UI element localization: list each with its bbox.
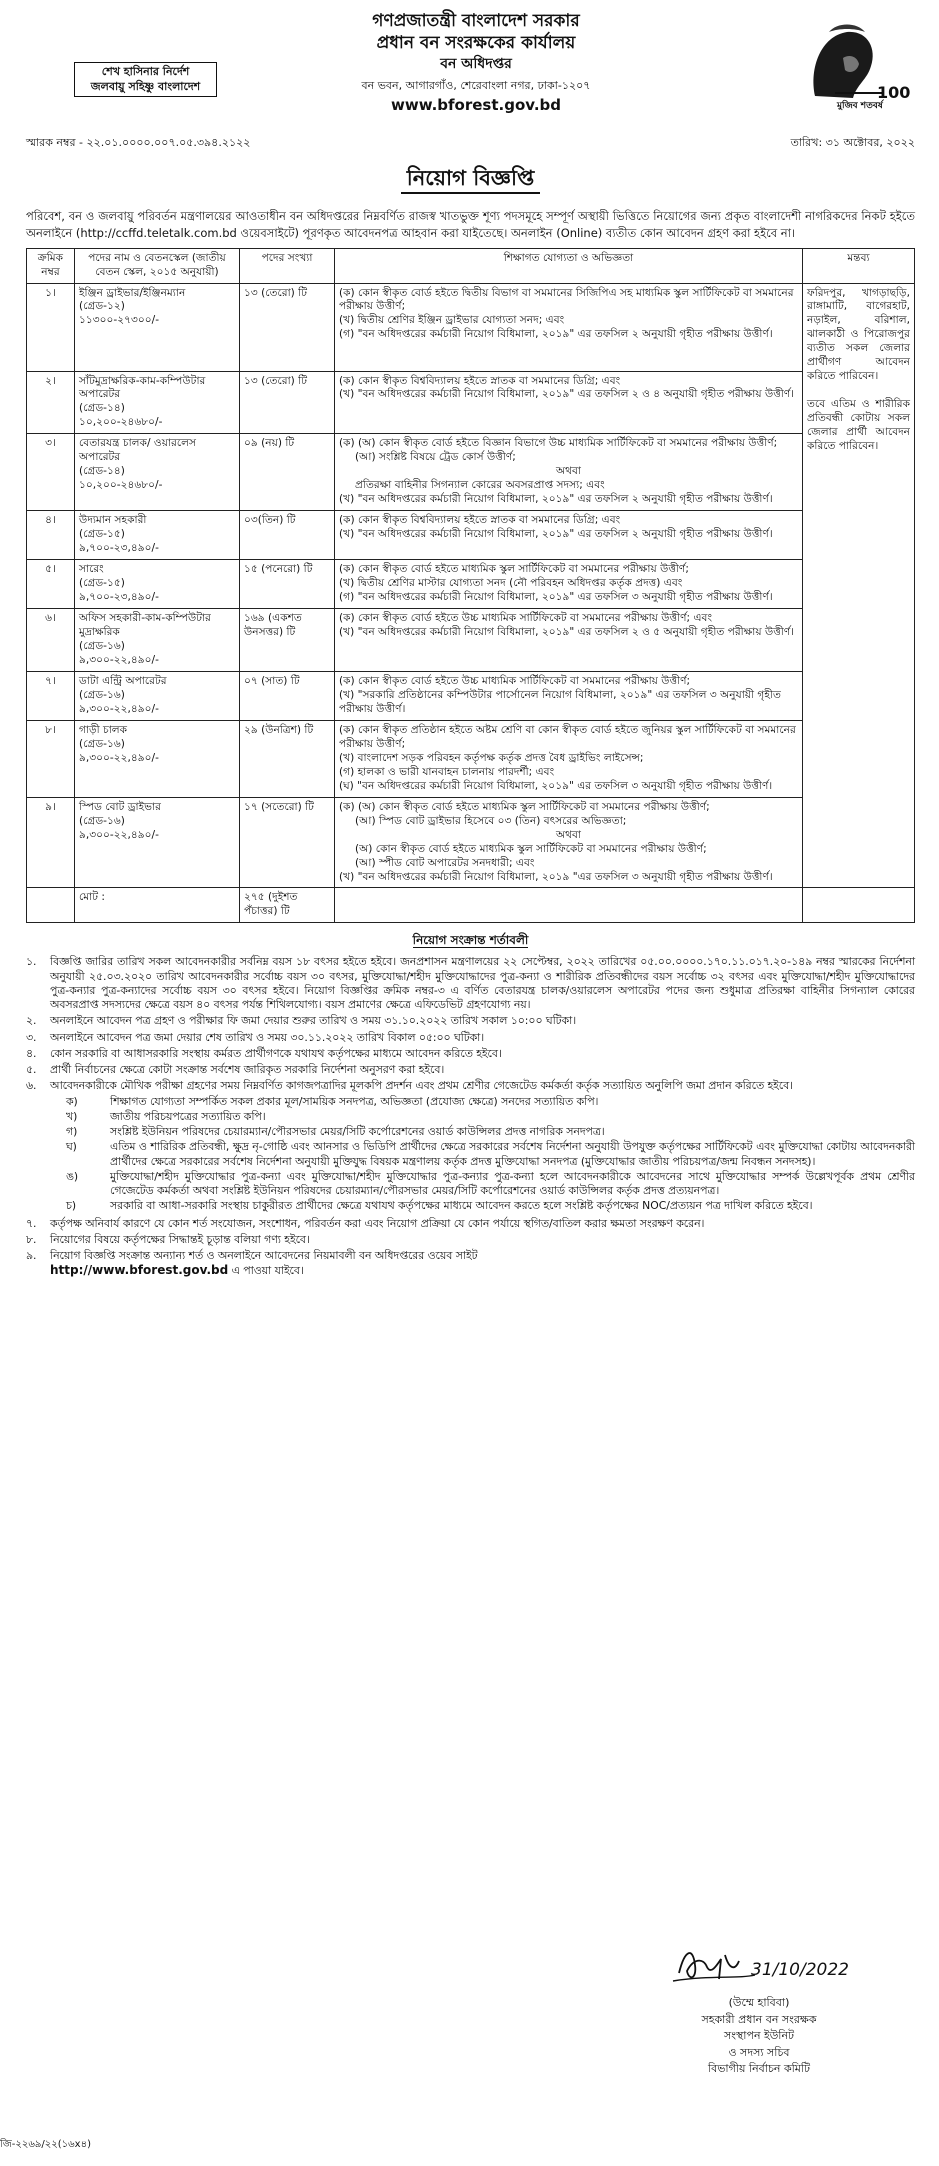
cell-serial: ৭। xyxy=(27,671,75,720)
document-item xyxy=(66,1140,915,1169)
post-scale: ৯,৭০০-২৩,৪৯০/- xyxy=(79,542,159,555)
cell-post xyxy=(75,560,240,609)
cell-count: ১৩ (তেরো) টি xyxy=(240,283,335,371)
document-item xyxy=(66,1125,915,1139)
cell-empty xyxy=(335,888,803,923)
qualification-item: (ক) কোন স্বীকৃত বোর্ড হইতে মাধ্যমিক স্কুল সার্টিফিকেট বা সমমানের পরীক্ষায় উত্তীর্ণ; xyxy=(339,563,689,576)
cell-post xyxy=(75,609,240,672)
col-remarks: মন্তব্য xyxy=(803,248,915,283)
condition-text: বিজ্ঞপ্তি জারির তারিখ সকল আবেদনকারীর সর্বনিম্ন বয়স ১৮ বৎসর হইতে হইবে। জনপ্রশাসন মন্ত্রণালয়ের ২২ সেপ্টেম্বর, ২০২২ তারিখের ০৫.০০.০০০০.১৭০.১১.০১৭.২০-১৪৯ নম্বর স্মারকের নির্দেশনা অনুযায়ী ২৫.০৩.২০২০ তারিখ আবেদনকারীর সর্বোচ্চ বয়স ৩০ বৎসর, মুক্তিযোদ্ধা/শহীদ মুক্তিযোদ্ধাদের পুত্র-কন্যা ও শারীরিক প্রতিবন্ধীদের বয়স সর্বোচ্চ ৩২ বৎসর এবং মুক্তিযোদ্ধা/শহীদ মুক্তিযোদ্ধাদের পুত্র-কন্যার পুত্র-কন্যাদের সর্বোচ্চ বয়স ৩০ বৎসর হইবে। নিয়োগ বিজ্ঞপ্তির ক্রমিক নম্বর-৩ এ বর্ণিত বেতারযন্ত্র চালক/ওয়ারলেস অপারেটর পদের জন্য শুধুমাত্র প্রতিরক্ষা বাহিনীর সিগন্যাল কোরের অবসরপ্রাপ্ত সদস্যদের ক্ষেত্রে বয়স ৪০ বৎসর পর্যন্ত শিথিলযোগ্য। বয়স প্রমাণের ক্ষেত্রে এফিডেভিট গ্রহণযোগ্য নয়। xyxy=(50,955,915,1011)
post-grade: (গ্রেড-১৫) xyxy=(79,577,125,590)
condition-item xyxy=(26,1014,915,1028)
memo-number: স্মারক নম্বর - ২২.০১.০০০০.০০৭.০৫.৩৯৪.২১২২ xyxy=(26,136,251,149)
condition-item xyxy=(26,1249,915,1279)
document-letter: চ) xyxy=(66,1199,77,1213)
handwritten-signature xyxy=(659,1935,859,1995)
letterhead-text xyxy=(196,10,756,116)
qualification-item: (ক) (অ) কোন স্বীকৃত বোর্ড হইতে মাধ্যমিক স্কুল সার্টিফিকেট বা সমমানের পরীক্ষায় উত্তীর্ণ; xyxy=(339,800,710,813)
qualification-or: অথবা xyxy=(555,828,581,841)
condition-text: এ পাওয়া যাইবে। xyxy=(228,1264,304,1278)
post-scale: ১০,২০০-২৪৬৮০/- xyxy=(79,479,163,492)
post-scale: ১০,২০০-২৪৬৮০/- xyxy=(79,416,163,429)
signature-date: 31/10/2022 xyxy=(751,1960,849,1980)
cell-post xyxy=(75,671,240,720)
cell-count: ০৩(তিন) টি xyxy=(240,511,335,560)
cell-serial: ৯। xyxy=(27,797,75,888)
post-grade: (গ্রেড-১২) xyxy=(79,300,125,313)
cell-count: ০৯ (নয়) টি xyxy=(240,434,335,511)
post-name: ইঞ্জিন ড্রাইভার/ইঞ্জিনম্যান xyxy=(79,286,186,299)
cell-count: ১৩ (তেরো) টি xyxy=(240,371,335,434)
qualification-item: (ক) কোন স্বীকৃত প্রতিষ্ঠান হইতে অষ্টম শ্রেণি বা কোন স্বীকৃত বোর্ড হইতে জুনিয়র স্কুল সার্টিফিকেট বা সমমানের পরীক্ষায় উত্তীর্ণ; xyxy=(339,723,796,750)
remark-districts: ফরিদপুর, খাগড়াছড়ি, রাঙ্গামাটি, বাগেরহাট, নড়াইল, বরিশাল, ঝালকাঠী ও পিরোজপুর ব্যতীত সকল জেলার প্রার্থীগণ আবেদন করিতে পারিবেন। xyxy=(807,286,910,383)
cell-qualification xyxy=(335,371,803,434)
cell-post xyxy=(75,283,240,371)
condition-text: কোন সরকারি বা আধাসরকারি সংস্থায় কর্মরত প্রার্থীগণকে যথাযথ কর্তৃপক্ষের মাধ্যমে আবেদন করিতে হইবে। xyxy=(50,1046,502,1060)
website-link[interactable]: http://www.bforest.gov.bd xyxy=(50,1263,229,1278)
qualification-item: (ঘ) "বন অধিদপ্তরের কর্মচারী নিয়োগ বিধিমালা, ২০১৯" এর তফসিল ৩ অনুযায়ী গৃহীত পরীক্ষায় উত্তীর্ণ। xyxy=(339,779,773,792)
cell-qualification xyxy=(335,797,803,888)
total-count: ২৭৫ (দুইশত পঁচাত্তর) টি xyxy=(240,888,335,923)
logo-number: 100 xyxy=(877,83,911,102)
signatory-role: ও সদস্য সচিব xyxy=(728,2045,790,2059)
condition-number: ১. xyxy=(26,955,37,969)
cell-remarks xyxy=(803,283,915,888)
qualification-item: (আ) সংশ্লিষ্ট বিষয়ে ট্রেড কোর্স উত্তীর্ণ; xyxy=(355,451,516,464)
cell-serial: ২। xyxy=(27,371,75,434)
post-grade: (গ্রেড-১৪) xyxy=(79,402,125,415)
post-scale: ৯,৩০০-২২,৪৯০/- xyxy=(79,653,159,666)
condition-item xyxy=(26,1233,915,1247)
post-scale: ৯,৩০০-২২,৪৯০/- xyxy=(79,828,159,841)
title-wrap xyxy=(26,165,915,195)
post-name: ডাটা এন্ট্রি অপারেটর xyxy=(79,674,167,687)
col-count: পদের সংখ্যা xyxy=(240,248,335,283)
cell-qualification xyxy=(335,560,803,609)
table-header-row xyxy=(27,248,915,283)
condition-item xyxy=(26,1063,915,1077)
condition-text: আবেদনকারীকে মৌখিক পরীক্ষা গ্রহণের সময় নিম্নবর্ণিত কাগজপত্রাদির মূলকপি প্রদর্শন এবং প্রথম শ্রেণীর গেজেটেড কর্মকর্তা কর্তৃক সত্যায়িত অনুলিপি জমা প্রদান করিতে হইবে। xyxy=(50,1079,793,1093)
col-serial: ক্রমিক নম্বর xyxy=(27,248,75,283)
document-letter: ক) xyxy=(66,1094,78,1108)
condition-text: কর্তৃপক্ষ অনিবার্য কারণে যে কোন শর্ত সংযোজন, সংশোধন, পরিবর্তন করা এবং নিয়োগ প্রক্রিয়া যে কোন পর্যায়ে স্থগিত/বাতিল করার ক্ষমতা সংরক্ষণ করেন। xyxy=(50,1216,705,1230)
cell-post xyxy=(75,511,240,560)
table-row xyxy=(27,371,915,434)
post-name: সাঁটমুদ্রাক্ষরিক-কাম-কম্পিউটার অপারেটর xyxy=(79,374,206,401)
cell-count: ২৯ (উনত্রিশ) টি xyxy=(240,720,335,797)
govt-name: গণপ্রজাতন্ত্রী বাংলাদেশ সরকার xyxy=(372,11,580,31)
qualification-item: (আ) স্পীড বোট অপারেটর সনদধারী; এবং xyxy=(355,856,535,869)
document-text: সংশ্লিষ্ট ইউনিয়ন পরিষদের চেয়ারম্যান/পৌরসভার মেয়র/সিটি কর্পোরেশনের ওয়ার্ড কাউন্সিলর প্রদত্ত নাগরিক সনদপত্র। xyxy=(110,1125,605,1138)
signatory-committee: বিভাগীয় নির্বাচন কমিটি xyxy=(707,2062,811,2075)
office-address: বন ভবন, আগারগাঁও, শেরেবাংলা নগর, ঢাকা-১২০৭ xyxy=(361,79,591,93)
post-grade: (গ্রেড-১৫) xyxy=(79,528,125,541)
qualification-item: (খ) "বন অধিদপ্তরের কর্মচারী নিয়োগ বিধিমালা, ২০১৯" এর তফসিল ২ ও ৪ অনুযায়ী গৃহীত পরীক্ষায় উত্তীর্ণ। xyxy=(339,388,795,401)
table-row xyxy=(27,434,915,511)
condition-text: নিয়োগের বিষয়ে কর্তৃপক্ষের সিদ্ধান্তই চূড়ান্ত বলিয়া গণ্য হইবে। xyxy=(50,1232,310,1246)
print-code: জি-২২৬৯/২২(১৬x৪) xyxy=(0,2139,91,2150)
cell-post xyxy=(75,797,240,888)
condition-number: ৭. xyxy=(26,1216,37,1230)
cell-serial: ৩। xyxy=(27,434,75,511)
document-letter: ঘ) xyxy=(66,1140,77,1154)
table-row xyxy=(27,671,915,720)
qualification-item: (খ) "বন অধিদপ্তরের কর্মচারী নিয়োগ বিধিমালা, ২০১৯" এর তফসিল ২ অনুযায়ী গৃহীত পরীক্ষায় উত্তীর্ণ। xyxy=(339,528,773,541)
cell-count: ১৬৯ (একশত উনসত্তর) টি xyxy=(240,609,335,672)
condition-number: ৫. xyxy=(26,1063,37,1076)
condition-item xyxy=(26,1079,915,1214)
condition-text: অনলাইনে আবেদন পত্র জমা দেয়ার শেষ তারিখ ও সময় ৩০.১১.২০২২ তারিখ বিকাল ০৫:০০ ঘটিকা। xyxy=(50,1030,485,1044)
notice-page xyxy=(26,10,915,1281)
qualification-item: (ক) কোন স্বীকৃত বিশ্ববিদ্যালয় হইতে স্নাতক বা সমমানের ডিগ্রি; এবং xyxy=(339,374,621,387)
cell-count: ১৭ (সতেরো) টি xyxy=(240,797,335,888)
slogan-box xyxy=(74,62,217,97)
post-name: স্পিড বোট ড্রাইভার xyxy=(79,800,161,813)
signatory-designation: সহকারী প্রধান বন সংরক্ষক xyxy=(701,2012,817,2026)
qualification-or: অথবা xyxy=(555,465,581,478)
col-qualification: শিক্ষাগত যোগ্যতা ও অভিজ্ঞতা xyxy=(335,248,803,283)
condition-text: অনলাইনে আবেদন পত্র গ্রহণ ও পরীক্ষার ফি জমা দেয়ার শুরুর তারিখ ও সময় ৩১.১০.২০২২ তারিখ সকাল ১০:০০ ঘটিকা। xyxy=(50,1014,577,1028)
post-grade: (গ্রেড-১৬) xyxy=(79,688,125,701)
condition-text: প্রার্থী নির্বাচনের ক্ষেত্রে কোটা সংক্রান্ত সর্বশেষ জারিকৃত সরকারি নির্দেশনা অনুসরণ করা হইবে। xyxy=(50,1063,445,1076)
qualification-item: (অ) কোন স্বীকৃত বোর্ড হইতে মাধ্যমিক স্কুল সার্টিফিকেট বা সমমানের পরীক্ষায় উত্তীর্ণ; xyxy=(355,842,707,855)
website-link[interactable]: www.bforest.gov.bd xyxy=(390,95,562,114)
cell-qualification xyxy=(335,283,803,371)
memo-date: তারিখ: ৩১ অক্টোবর, ২০২২ xyxy=(790,136,915,149)
cell-count: ০৭ (সাত) টি xyxy=(240,671,335,720)
conditions-list xyxy=(26,955,915,1279)
qualification-item: প্রতিরক্ষা বাহিনীর সিগন্যাল কোরের অবসরপ্রাপ্ত সদস্য; এবং xyxy=(355,479,605,492)
post-grade: (গ্রেড-১৬) xyxy=(79,737,125,750)
condition-number: ৬. xyxy=(26,1079,37,1093)
post-name: অফিস সহকারী-কাম-কম্পিউটার মুদ্রাক্ষরিক xyxy=(79,612,211,639)
post-scale: ৯,৩০০-২২,৪৯০/- xyxy=(79,702,159,715)
cell-qualification xyxy=(335,434,803,511)
cell-post xyxy=(75,720,240,797)
vacancy-table xyxy=(26,248,915,924)
condition-body xyxy=(50,1079,915,1214)
condition-number: ৮. xyxy=(26,1232,37,1246)
slogan-line-2: জলবায়ু সহিষ্ণু বাংলাদেশ xyxy=(90,79,201,93)
document-item xyxy=(66,1110,915,1124)
conditions-heading-text: নিয়োগ সংক্রান্ত শর্তাবলী xyxy=(412,933,529,948)
qualification-item: (গ) হালকা ও ভারী যানবাহন চালনায় পারদর্শী; এবং xyxy=(339,765,555,778)
qualification-item: (গ) "বন অধিদপ্তরের কর্মচারী নিয়োগ বিধিমালা, ২০১৯" এর তফসিল ৩ অনুযায়ী গৃহীত পরীক্ষায় উত্তীর্ণ। xyxy=(339,591,773,604)
qualification-item: (খ) "বন অধিদপ্তরের কর্মচারী নিয়োগ বিধিমালা, ২০১৯ "এর তফসিল ৩ অনুযায়ী গৃহীত পরীক্ষায় উত্তীর্ণ। xyxy=(339,870,773,883)
logo-caption: মুজিব শতবর্ষ xyxy=(837,101,883,111)
signatory-unit: সংস্থাপন ইউনিট xyxy=(724,2029,794,2042)
intro-paragraph: পরিবেশ, বন ও জলবায়ু পরিবর্তন মন্ত্রণালয়ের আওতাধীন বন অধিদপ্তরের নিম্নবর্ণিত রাজস্ব খাতভুক্ত শূণ্য পদসমূহে সম্পূর্ণ অস্থায়ী ভিত্তিতে নিয়োগের জন্য প্রকৃত বাংলাদেশী নাগরিকদের নিকট হইতে অনলাইনে (http://ccffd.teletalk.com.bd ওয়েবসাইটে) পূরণকৃত আবেদনপত্র আহবান করা যাইতেছে। অনলাইন (Online) ব্যতীত কোন আবেদন গ্রহণ করা হইবে না। xyxy=(26,209,915,240)
letterhead xyxy=(26,10,915,130)
condition-item xyxy=(26,1217,915,1231)
post-scale: ৯,৩০০-২২,৪৯০/- xyxy=(79,751,159,764)
table-total-row xyxy=(27,888,915,923)
condition-body xyxy=(50,1249,915,1279)
cell-serial: ১। xyxy=(27,283,75,371)
notice-title: নিয়োগ বিজ্ঞপ্তি xyxy=(401,165,541,195)
qualification-item: (আ) স্পিড বোট ড্রাইভার হিসেবে ০৩ (তিন) বৎসরের অভিজ্ঞতা; xyxy=(355,814,627,827)
post-name: বেতারযন্ত্র চালক/ ওয়ারলেস অপারেটর xyxy=(79,437,196,464)
document-letter: খ) xyxy=(66,1109,78,1123)
condition-number: ৪. xyxy=(26,1046,37,1060)
condition-text: নিয়োগ বিজ্ঞপ্তি সংক্রান্ত অন্যান্য শর্ত ও অনলাইনে আবেদনের নিয়মাবলী বন অধিদপ্তরের ওয়েব সাইট xyxy=(50,1249,478,1262)
table-row xyxy=(27,511,915,560)
post-name: সারেং xyxy=(79,563,104,576)
qualification-item: (ক) কোন স্বীকৃত বোর্ড হইতে দ্বিতীয় বিভাগ বা সমমানের সিজিপিএ সহ মাধ্যমিক স্কুল সার্টিফিকেট বা সমমানের পরীক্ষায় উত্তীর্ণ; xyxy=(339,286,794,313)
table-row xyxy=(27,283,915,371)
cell-qualification xyxy=(335,609,803,672)
condition-number: ৩. xyxy=(26,1030,37,1044)
cell-qualification xyxy=(335,511,803,560)
qualification-item: (ক) কোন স্বীকৃত বোর্ড হইতে উচ্চ মাধ্যমিক সার্টিফিকেট বা সমমানের পরীক্ষায় উত্তীর্ণ; এবং xyxy=(339,612,713,625)
cell-count: ১৫ (পনেরো) টি xyxy=(240,560,335,609)
post-grade: (গ্রেড-১৪) xyxy=(79,465,125,478)
document-letter: ঙ) xyxy=(66,1169,79,1183)
post-grade: (গ্রেড-১৬) xyxy=(79,639,125,652)
condition-number: ৯. xyxy=(26,1249,37,1262)
qualification-item: (খ) "সরকারি প্রতিষ্ঠানের কম্পিউটার পার্সোনেল নিয়োগ বিধিমালা, ২০১৯" এর তফসিল ৩ অনুযায়ী গৃহীত পরীক্ষায় উত্তীর্ণ। xyxy=(339,688,781,715)
qualification-item: (খ) দ্বিতীয় শ্রেণির ইঞ্জিন ড্রাইভার যোগ্যতা সনদ; এবং xyxy=(339,314,565,327)
document-text: মুক্তিযোদ্ধা/শহীদ মুক্তিযোদ্ধার পুত্র-কন্যা এবং মুক্তিযোদ্ধা/শহীদ মুক্তিযোদ্ধার পুত্র-কন্যার পুত্র-কন্যা হলে আবেদনকারীকে আবেদনের সাথে মুক্তিযোদ্ধার সম্পর্ক উল্লেখপূর্বক প্রথম শ্রেণীর গেজেটেড কর্মকর্তা অথবা সংশ্লিষ্ট ইউনিয়ন পরিষদের চেয়ারম্যান/পৌরসভার মেয়র/সিটি কর্পোরেশনের ওয়ার্ড কাউন্সিলর কর্তৃক প্রদত্ত প্রত্যয়নপত্র। xyxy=(110,1169,915,1197)
cell-qualification xyxy=(335,720,803,797)
condition-item xyxy=(26,955,915,1012)
dept-name: বন অধিদপ্তর xyxy=(440,55,512,72)
document-text: সরকারি বা আধা-সরকারি সংস্থায় চাকুরীরত প্রার্থীদের ক্ষেত্রে যথাযথ কর্তৃপক্ষের মাধ্যমে আবেদন করতে হলে সংশ্লিষ্ট কর্তৃপক্ষের NOC/প্রত্যয়ন পত্র দাখিল করিতে হইবে। xyxy=(110,1199,813,1213)
post-scale: ১১৩০০-২৭৩০০/- xyxy=(79,314,160,327)
qualification-item: (খ) বাংলাদেশ সড়ক পরিবহন কর্তৃপক্ষ কর্তৃক প্রদত্ত বৈধ ড্রাইভিং লাইসেন্স; xyxy=(339,751,644,764)
signatory-name: (উম্মে হাবিবা) xyxy=(728,1996,790,2009)
qualification-item: (খ) "বন অধিদপ্তরের কর্মচারী নিয়োগ বিধিমালা, ২০১৯" এর তফসিল ২ ও ৫ অনুযায়ী গৃহীত পরীক্ষায় উত্তীর্ণ। xyxy=(339,626,795,639)
document-item xyxy=(66,1170,915,1199)
condition-number: ২. xyxy=(26,1014,37,1028)
document-text: এতিম ও শারিরিক প্রতিবন্ধী, ক্ষুদ্র নৃ-গোষ্ঠি এবং আনসার ও ভিডিপি প্রার্থীদের ক্ষেত্রে সরকারের সর্বশেষ নির্দেশনা অনুযায়ী উপযুক্ত কর্তৃপক্ষের সার্টিফিকেট এবং মুক্তিযোদ্ধা কোটায় আবেদনকারী প্রার্থীদের ক্ষেত্রে সরকারের সর্বশেষ নির্দেশনা অনুযায়ী মুক্তিযুদ্ধ বিষয়ক মন্ত্রণালয় কর্তৃক প্রদত্ত মুক্তিযোদ্ধা সনদপত্র (মুক্তিযোদ্ধার জাতীয় পরিচয়পত্র/জন্ম নিবন্ধন সনদসহ)। xyxy=(110,1140,915,1168)
cell-qualification xyxy=(335,671,803,720)
qualification-item: (ক) কোন স্বীকৃত বিশ্ববিদ্যালয় হইতে স্নাতক বা সমমানের ডিগ্রি; এবং xyxy=(339,514,621,527)
cell-post xyxy=(75,434,240,511)
mujib-borsho-logo xyxy=(795,18,911,118)
table-row xyxy=(27,720,915,797)
table-row xyxy=(27,609,915,672)
total-label: মোট : xyxy=(75,888,240,923)
document-text: জাতীয় পরিচয়পত্রের সত্যায়িত কপি। xyxy=(110,1109,266,1123)
qualification-item: (ক) কোন স্বীকৃত বোর্ড হইতে উচ্চ মাধ্যমিক সার্টিফিকেট বা সমমানের পরীক্ষায় উত্তীর্ণ; xyxy=(339,674,691,687)
table-row xyxy=(27,797,915,888)
qualification-item: (খ) "বন অধিদপ্তরের কর্মচারী নিয়োগ বিধিমালা, ২০১৯" এর তফসিল ২ অনুযায়ী গৃহীত পরীক্ষায় উত্তীর্ণ। xyxy=(339,493,773,506)
condition-item xyxy=(26,1031,915,1045)
document-item xyxy=(66,1199,915,1213)
cell-serial: ৬। xyxy=(27,609,75,672)
cell-empty xyxy=(27,888,75,923)
conditions-heading xyxy=(26,933,915,949)
office-name: প্রধান বন সংরক্ষকের কার্যালয় xyxy=(376,33,576,54)
qualification-item: (খ) দ্বিতীয় শ্রেণির মাস্টার যোগ্যতা সনদ (নৌ পরিবহন অধিদপ্তর কর্তৃক প্রদত্ত) এবং xyxy=(339,577,683,590)
qualification-item: (ক) (অ) কোন স্বীকৃত বোর্ড হইতে বিজ্ঞান বিভাগে উচ্চ মাধ্যমিক সার্টিফিকেট বা সমমানের পরীক্ষায় উত্তীর্ণ; xyxy=(339,437,778,450)
cell-empty xyxy=(803,888,915,923)
table-body xyxy=(27,283,915,923)
document-letter: গ) xyxy=(66,1125,78,1138)
remark-quota: তবে এতিম ও শারীরিক প্রতিবন্ধী কোটায় সকল জেলার প্রার্থী আবেদন করিতে পারিবেন। xyxy=(807,398,910,453)
post-scale: ৯,৭০০-২৩,৪৯০/- xyxy=(79,591,159,604)
document-item xyxy=(66,1095,915,1109)
document-text: শিক্ষাগত যোগ্যতা সম্পর্কিত সকল প্রকার মূল/সাময়িক সনদপত্র, অভিজ্ঞতা (প্রযোজ্য ক্ষেত্রে) সনদের সত্যায়িত কপি। xyxy=(110,1094,599,1108)
cell-serial: ৫। xyxy=(27,560,75,609)
qualification-item: (গ) "বন অধিদপ্তরের কর্মচারী নিয়োগ বিধিমালা, ২০১৯" এর তফসিল ২ অনুযায়ী গৃহীত পরীক্ষায় উত্তীর্ণ। xyxy=(339,328,773,341)
memo-row xyxy=(26,136,915,151)
cell-serial: ৪। xyxy=(27,511,75,560)
cell-serial: ৮। xyxy=(27,720,75,797)
condition-item xyxy=(26,1047,915,1061)
signature-block xyxy=(649,1935,869,2078)
col-post: পদের নাম ও বেতনস্কেল (জাতীয় বেতন স্কেল, ২০১৫ অনুযায়ী) xyxy=(75,248,240,283)
cell-post xyxy=(75,371,240,434)
post-name: উদ্যমান সহকারী xyxy=(79,514,147,527)
table-row xyxy=(27,560,915,609)
slogan-line-1: শেখ হাসিনার নির্দেশ xyxy=(101,65,190,78)
post-name: গাড়ী চালক xyxy=(79,723,128,736)
post-grade: (গ্রেড-১৬) xyxy=(79,814,125,827)
